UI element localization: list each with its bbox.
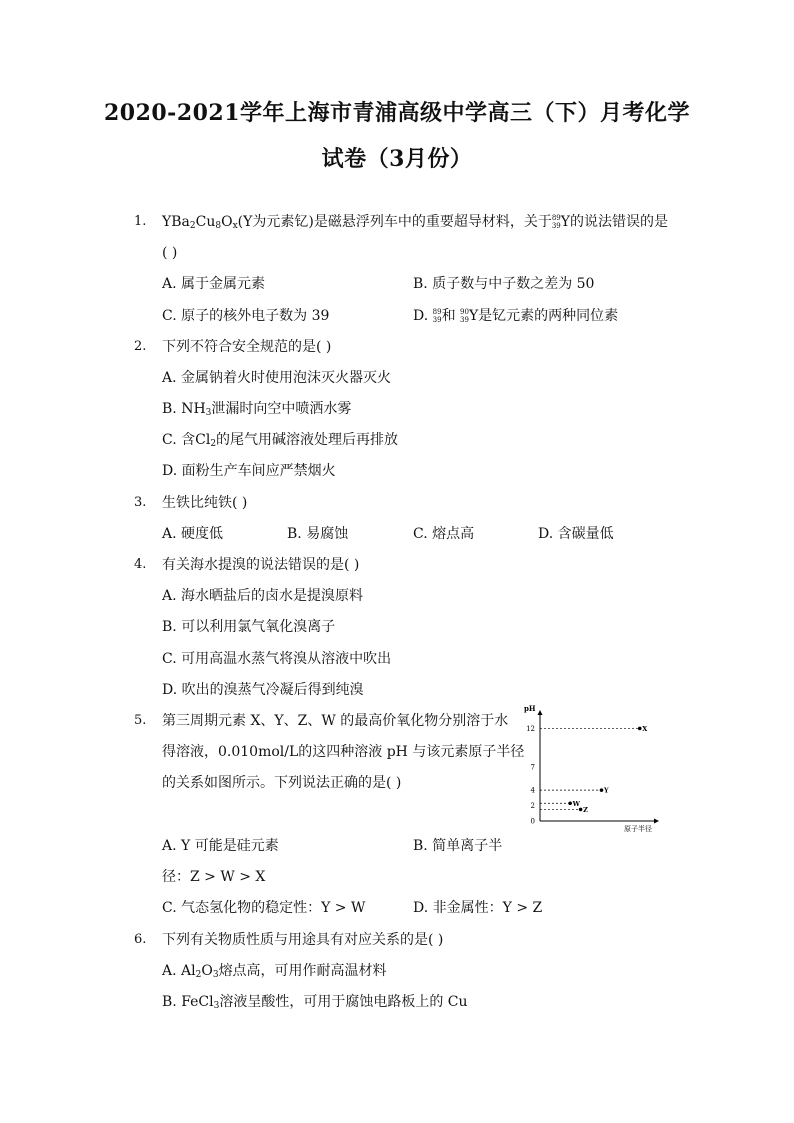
q1-option-b: B. 质子数与中子数之差为 50 (413, 276, 595, 292)
page-title-line2: 试卷（3月份） (321, 146, 473, 172)
x-axis-arrow (654, 819, 659, 824)
ph-radius-chart (518, 704, 660, 834)
q2-number: 2. (134, 339, 147, 354)
q3-option-b: B. 易腐蚀 (287, 526, 349, 542)
q5-option-b-cont: 径：Z > W > X (162, 869, 266, 885)
q6-option-b: B. FeCl$_3$溶液呈酸性，可用于腐蚀电路板上的 Cu (162, 994, 468, 1011)
data-point-w (568, 801, 572, 805)
q4-number: 4. (134, 557, 147, 572)
q5-option-b: B. 简单离子半 (413, 838, 503, 854)
q5-stem-line3: 的关系如图所示。下列说法正确的是( ) (162, 775, 402, 791)
q4-option-a: A. 海水晒盐后的卤水是提溴原料 (162, 588, 364, 604)
page-title-line1: 2020-2021学年上海市青浦高级中学高三（下）月考化学 (103, 100, 691, 126)
q3-number: 3. (134, 495, 147, 510)
q3-option-d: D. 含碳量低 (538, 526, 614, 542)
q4-option-d: D. 吹出的溴蒸气冷凝后得到纯溴 (162, 682, 364, 698)
q5-option-a: A. Y 可能是硅元素 (162, 838, 279, 854)
data-label-x: X (642, 724, 648, 733)
y-tick-label: 4 (530, 786, 535, 795)
y-tick-label: 2 (530, 802, 535, 811)
q5-stem-line1: 第三周期元素 X、Y、Z、W 的最高价氧化物分别溶于水 (162, 713, 509, 729)
q6-stem: 下列有关物质性质与用途具有对应关系的是( ) (162, 932, 444, 948)
x-axis-label: 原子半径 (624, 825, 652, 833)
q3-option-a: A. 硬度低 (162, 526, 224, 542)
q1-stem-line2: ( ) (162, 245, 178, 261)
y-tick-label: 7 (530, 763, 535, 772)
q2-option-c: C. 含$Cl_2$的尾气用碱溶液处理后再排放 (162, 432, 399, 449)
q5-stem-line2: 得溶液，0.010mol/L的这四种溶液 pH 与该元素原子半径 (162, 744, 525, 760)
q4-option-b: B. 可以利用氯气氧化溴离子 (162, 619, 336, 635)
q4-stem: 有关海水提溴的说法错误的是( ) (162, 557, 360, 573)
q1-stem: $YBa_2Cu_8O_x(Y$为元素钇)是磁悬浮列车中的重要超导材料，关于 89 39 Y的说法错误的是 (162, 214, 668, 231)
q2-option-a: A. 金属钠着火时使用泡沫灭火器灭火 (162, 370, 392, 386)
q3-stem: 生铁比纯铁( ) (162, 495, 248, 511)
data-point-y (600, 788, 604, 792)
q2-option-b: B. $NH_3$泄漏时向空中喷洒水雾 (162, 401, 352, 418)
q5-option-d: D. 非金属性：Y > Z (413, 900, 543, 916)
q4-option-c: C. 可用高温水蒸气将溴从溶液中吹出 (162, 651, 392, 667)
q1-option-c: C. 原子的核外电子数为 39 (162, 308, 330, 324)
q1-option-d: D. 89 39 和 90 39 Y是钇元素的两种同位素 (413, 308, 619, 324)
q2-option-d: D. 面粉生产车间应严禁烟火 (162, 463, 336, 479)
y-tick-label: 12 (526, 724, 535, 733)
q2-stem: 下列不符合安全规范的是( ) (162, 339, 332, 355)
q3-option-c: C. 熔点高 (413, 526, 475, 542)
y-axis-arrow (538, 710, 543, 715)
y-tick-label: 0 (530, 817, 535, 826)
data-label-w: W (572, 799, 580, 808)
q6-option-a: A. $Al_2O_3$熔点高，可用作耐高温材料 (162, 963, 387, 980)
data-point-x (638, 727, 642, 731)
q5-number: 5. (134, 713, 147, 728)
data-point-z (579, 808, 583, 812)
q1-number: 1. (134, 214, 147, 229)
data-label-y: Y (603, 786, 609, 795)
q6-number: 6. (134, 932, 147, 947)
q5-option-c: C. 气态氢化物的稳定性：Y > W (162, 900, 366, 916)
y-axis-label: pH (524, 704, 536, 713)
q1-option-a: A. 属于金属元素 (162, 276, 266, 292)
data-label-z: Z (583, 805, 588, 814)
